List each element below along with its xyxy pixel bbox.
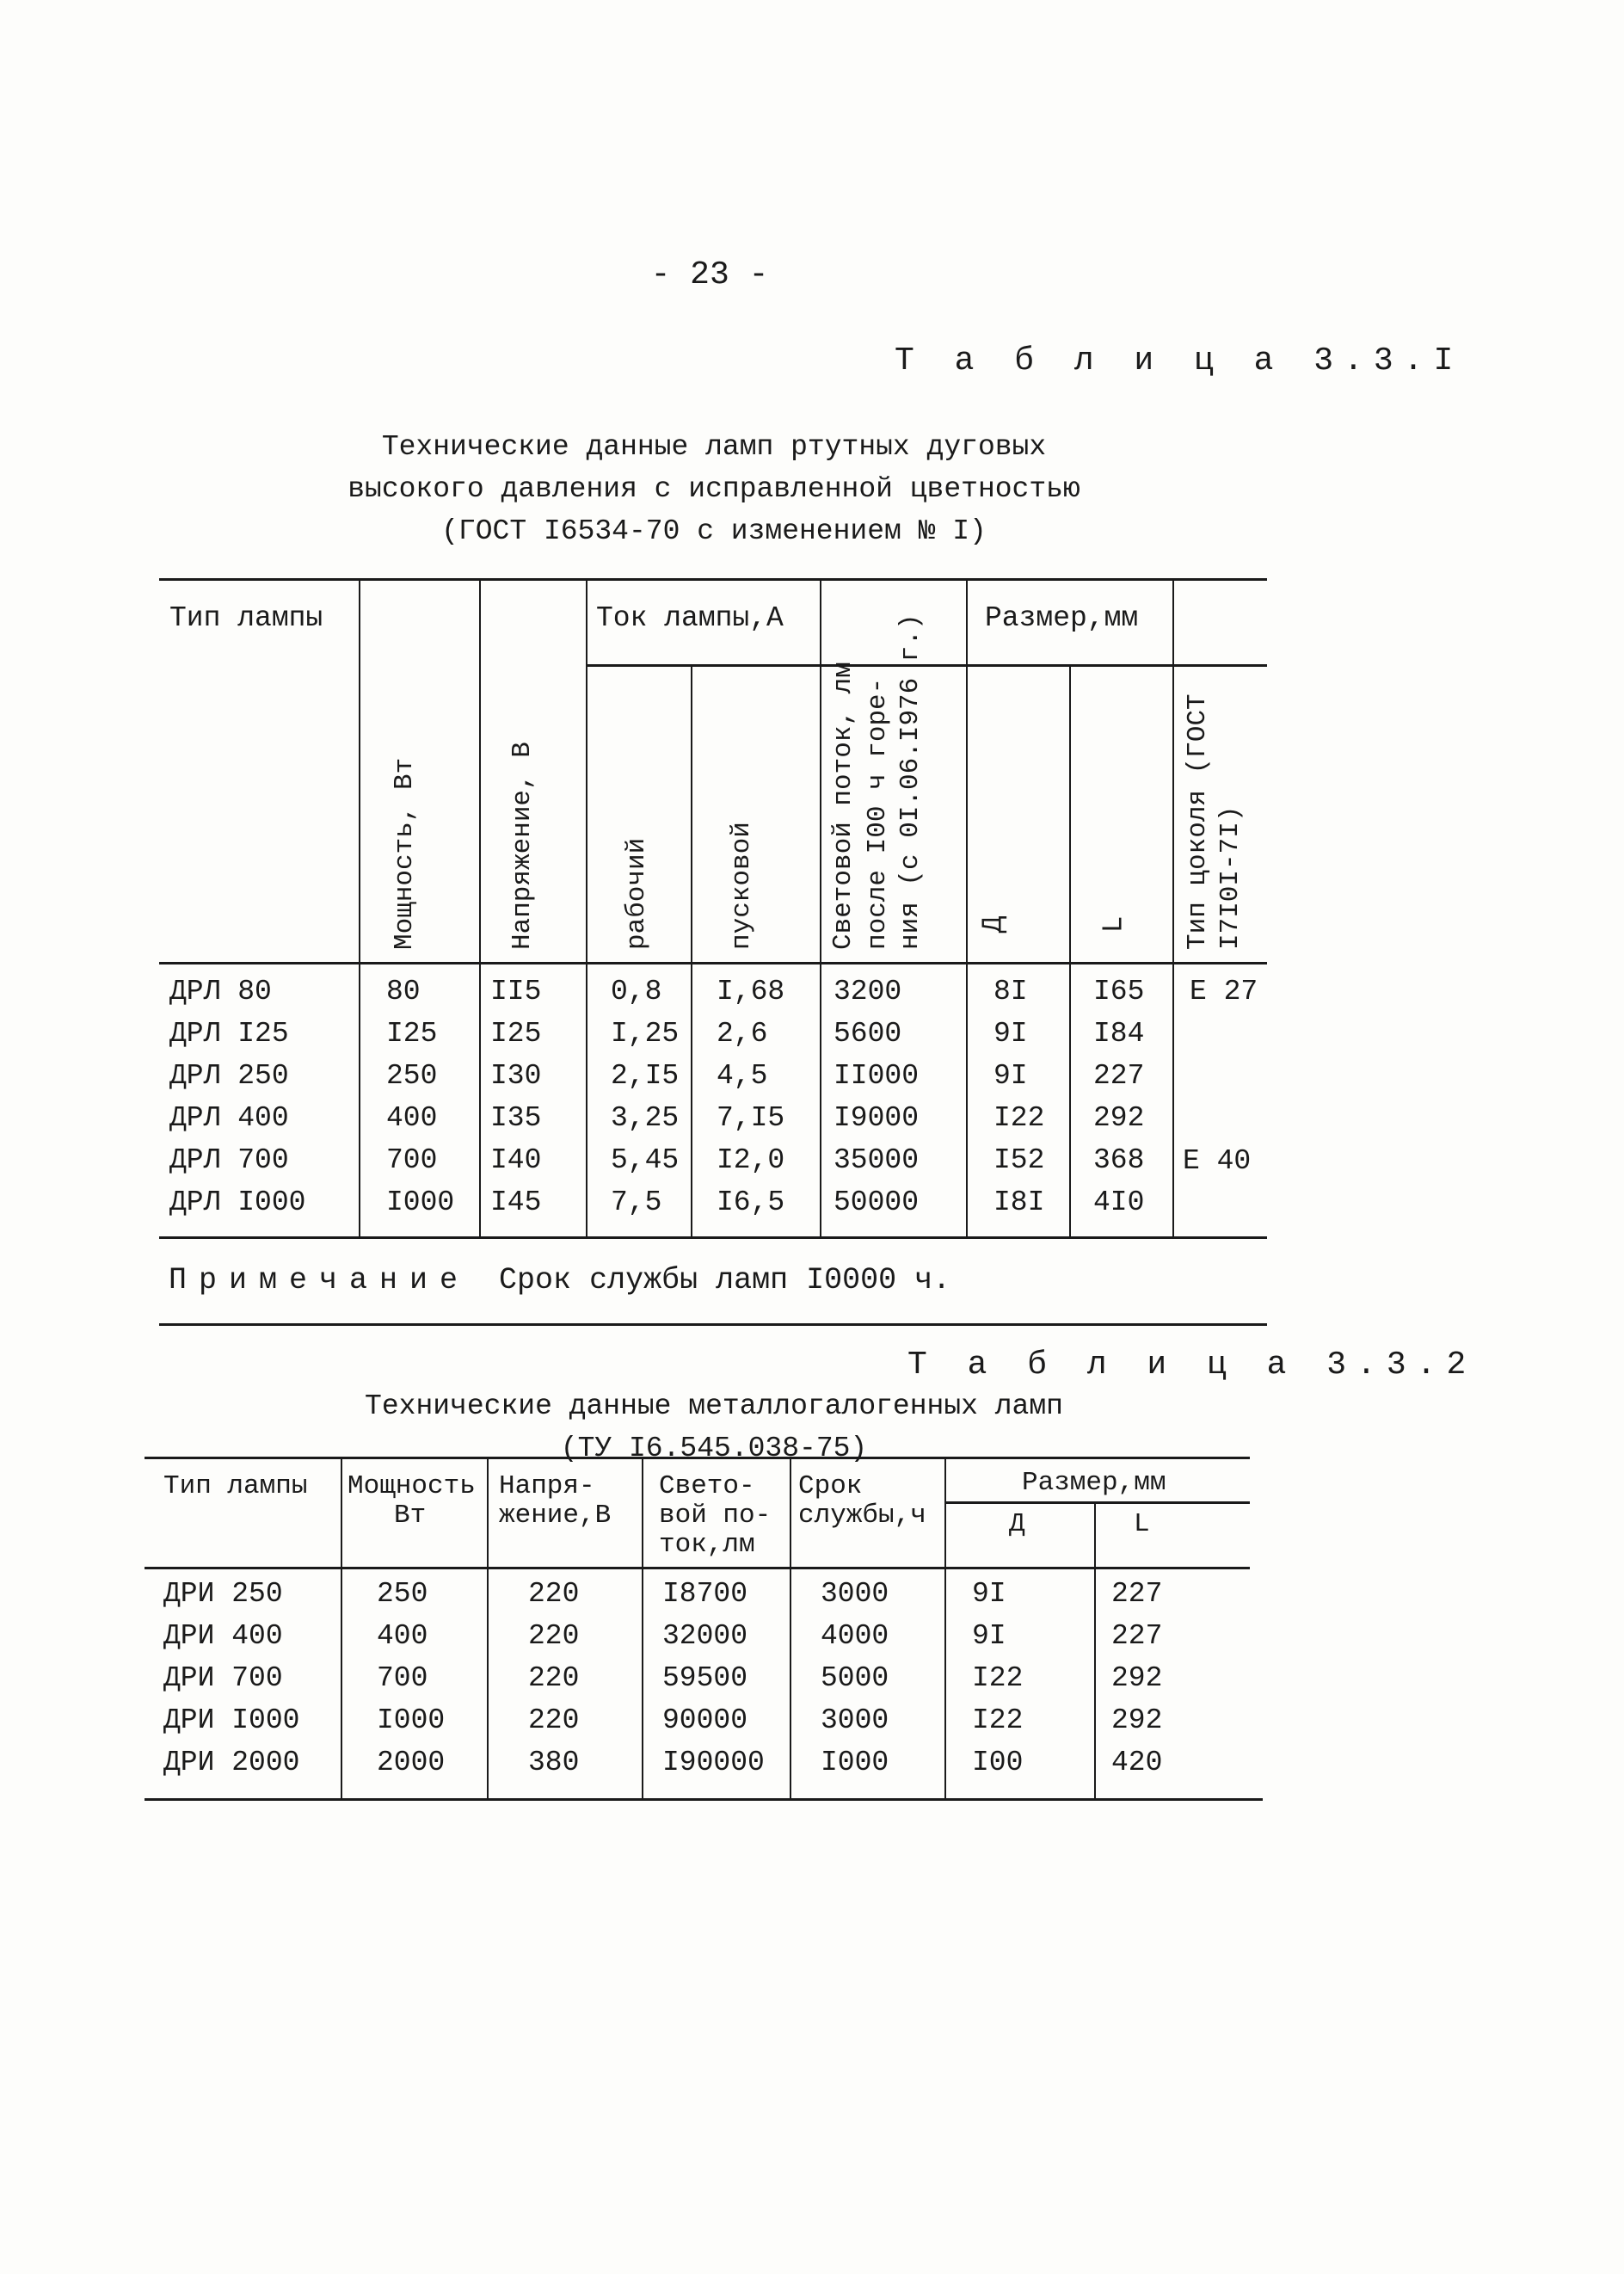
- table1-vline: [1172, 578, 1174, 1239]
- table1-cell-d: 8I: [993, 976, 1028, 1008]
- table2-cell-l: 292: [1111, 1662, 1163, 1694]
- table2-cell-flux: 32000: [662, 1620, 748, 1652]
- table2-cell-flux: I90000: [662, 1747, 765, 1778]
- table2-cell-power: 400: [377, 1620, 428, 1652]
- table1-header-type: Тип лампы: [169, 602, 323, 634]
- table1-cell-d: 9I: [993, 1060, 1028, 1092]
- table1-header-size-d: Д: [977, 915, 1010, 934]
- table1-vline: [691, 664, 692, 1239]
- table1-cell-work: 3,25: [611, 1102, 680, 1134]
- table1-cell-type: ДРЛ 80: [169, 976, 272, 1008]
- table1-header-rule: [159, 962, 1267, 964]
- note-rule: [159, 1323, 1267, 1326]
- note-label: Примечание: [169, 1263, 471, 1297]
- table2-vline: [944, 1457, 946, 1801]
- table2-header-voltage-1: Напря-: [499, 1471, 595, 1501]
- table1-cell-power: 250: [386, 1060, 438, 1092]
- table1-caption: Т а б л и ц а 3.3.I: [895, 342, 1464, 379]
- table1-cell-type: ДРЛ I25: [169, 1018, 289, 1050]
- table2-cell-l: 420: [1111, 1747, 1163, 1778]
- table1-vline: [1069, 664, 1071, 1239]
- table1-cell-flux: 50000: [834, 1186, 920, 1218]
- table1-header-size: Размер,мм: [985, 602, 1139, 634]
- table2-cell-flux: 90000: [662, 1704, 748, 1736]
- table1-header-base-2: I7I0I-7I): [1215, 805, 1246, 950]
- table2-header-size-l: L: [1134, 1509, 1150, 1539]
- table2-header-power-2: Вт: [394, 1501, 427, 1531]
- table2-cell-power: 2000: [377, 1747, 446, 1778]
- table1-cell-flux: I9000: [834, 1102, 920, 1134]
- table1-cell-l: 4I0: [1093, 1186, 1145, 1218]
- table2-cell-life: 5000: [821, 1662, 889, 1694]
- table1-cell-flux: II000: [834, 1060, 920, 1092]
- table1-header-size-l: L: [1098, 915, 1130, 934]
- table2-header-flux-3: ток,лм: [659, 1530, 755, 1560]
- table1-cell-d: I52: [993, 1144, 1045, 1176]
- table2-vline: [790, 1457, 791, 1801]
- table1-header-flux-2: после I00 ч горе-: [863, 677, 893, 950]
- table2-cell-voltage: 220: [528, 1662, 580, 1694]
- table1-vline: [820, 578, 821, 1239]
- table1-bottom-rule: [159, 1236, 1267, 1239]
- table2-vline: [487, 1457, 489, 1801]
- table1-cell-d: I8I: [993, 1186, 1045, 1218]
- table2-cell-d: I22: [972, 1704, 1024, 1736]
- table2-header-size-d: Д: [1009, 1509, 1025, 1539]
- table1-header-current-work: рабочий: [622, 837, 652, 950]
- table2-header-rule: [145, 1567, 1250, 1569]
- table1-note: [169, 1263, 950, 1297]
- table1-cell-flux: 35000: [834, 1144, 920, 1176]
- table1-title-line: Технические данные ламп ртутных дуговых: [381, 431, 1047, 463]
- table2-cell-life: 3000: [821, 1578, 889, 1610]
- table1-cell-work: 2,I5: [611, 1060, 680, 1092]
- table1-cell-l: I84: [1093, 1018, 1145, 1050]
- table2-header-flux-2: вой по-: [659, 1501, 772, 1531]
- table2-cell-life: I000: [821, 1747, 889, 1778]
- table1-cell-type: ДРЛ 700: [169, 1144, 289, 1176]
- table1-cell-voltage: I40: [490, 1144, 542, 1176]
- table1-cell-d: I22: [993, 1102, 1045, 1134]
- table1-cell-voltage: I35: [490, 1102, 542, 1134]
- table2-header-life-1: Срок: [798, 1471, 863, 1501]
- table1-header-flux-1: Световой поток, лм: [828, 662, 858, 950]
- table2-vline: [341, 1457, 342, 1801]
- table2: [145, 1457, 1250, 1801]
- table1-top-rule: [159, 578, 1267, 581]
- table1: [159, 578, 1267, 1239]
- table1-cell-start: I2,0: [717, 1144, 785, 1176]
- table2-cell-type: ДРИ 2000: [163, 1747, 300, 1778]
- table2-vline: [642, 1457, 643, 1801]
- table2-cell-d: 9I: [972, 1620, 1006, 1652]
- table1-cell-flux: 3200: [834, 976, 902, 1008]
- table2-cell-flux: 59500: [662, 1662, 748, 1694]
- table1-cell-start: I,68: [717, 976, 785, 1008]
- table1-cell-d: 9I: [993, 1018, 1028, 1050]
- table2-cell-l: 227: [1111, 1578, 1163, 1610]
- table2-cell-life: 3000: [821, 1704, 889, 1736]
- table1-base-e40: Е 40: [1183, 1145, 1252, 1177]
- table2-cell-power: 700: [377, 1662, 428, 1694]
- table1-title: [284, 426, 1144, 552]
- table1-cell-power: I25: [386, 1018, 438, 1050]
- table2-vline: [1094, 1501, 1096, 1801]
- table2-cell-type: ДРИ 250: [163, 1578, 283, 1610]
- table1-cell-work: 5,45: [611, 1144, 680, 1176]
- note-text: Срок службы ламп I0000 ч.: [499, 1263, 951, 1297]
- table1-cell-work: I,25: [611, 1018, 680, 1050]
- table1-cell-start: I6,5: [717, 1186, 785, 1218]
- table1-cell-start: 4,5: [717, 1060, 768, 1092]
- table1-cell-power: 400: [386, 1102, 438, 1134]
- table2-cell-voltage: 380: [528, 1747, 580, 1778]
- table2-cell-l: 292: [1111, 1704, 1163, 1736]
- table2-cell-d: I00: [972, 1747, 1024, 1778]
- page-number: - 23 -: [650, 256, 769, 293]
- table2-header-subrule: [944, 1501, 1250, 1504]
- table2-cell-l: 227: [1111, 1620, 1163, 1652]
- table2-header-life-2: службы,ч: [798, 1501, 926, 1531]
- table1-cell-power: 80: [386, 976, 421, 1008]
- table2-cell-type: ДРИ I000: [163, 1704, 300, 1736]
- table1-cell-voltage: I45: [490, 1186, 542, 1218]
- table1-cell-start: 7,I5: [717, 1102, 785, 1134]
- table2-header-voltage-2: жение,В: [499, 1501, 612, 1531]
- table2-cell-d: I22: [972, 1662, 1024, 1694]
- table1-cell-l: 292: [1093, 1102, 1145, 1134]
- table2-header-type: Тип лампы: [163, 1471, 308, 1501]
- table1-header-flux-3: ния (с 0I.06.I976 г.): [895, 613, 926, 950]
- table1-header-current: Ток лампы,А: [596, 602, 784, 634]
- table2-cell-power: 250: [377, 1578, 428, 1610]
- table1-cell-type: ДРЛ I000: [169, 1186, 306, 1218]
- table2-title-line: (ТУ I6.545.038-75): [560, 1433, 868, 1464]
- table2-cell-power: I000: [377, 1704, 446, 1736]
- table1-cell-power: 700: [386, 1144, 438, 1176]
- table1-header-current-start: пусковой: [727, 822, 757, 950]
- table1-cell-start: 2,6: [717, 1018, 768, 1050]
- table2-header-size: Размер,мм: [1022, 1468, 1166, 1498]
- table1-cell-voltage: II5: [490, 976, 542, 1008]
- table2-cell-voltage: 220: [528, 1578, 580, 1610]
- table1-cell-voltage: I30: [490, 1060, 542, 1092]
- table2-header-power-1: Мощность: [348, 1471, 476, 1501]
- table1-cell-l: I65: [1093, 976, 1145, 1008]
- table2-cell-d: 9I: [972, 1578, 1006, 1610]
- table1-cell-voltage: I25: [490, 1018, 542, 1050]
- table1-header-base-1: Тип цоколя (ГОСТ: [1183, 693, 1213, 950]
- table1-cell-l: 368: [1093, 1144, 1145, 1176]
- table1-title-line: высокого давления с исправленной цветностью: [348, 473, 1080, 505]
- table1-cell-type: ДРЛ 400: [169, 1102, 289, 1134]
- table2-cell-type: ДРИ 700: [163, 1662, 283, 1694]
- table1-header-subrule: [586, 664, 1267, 667]
- table2-title-line: Технические данные металлогалогенных ламп: [365, 1390, 1063, 1422]
- table1-cell-flux: 5600: [834, 1018, 902, 1050]
- table2-caption: Т а б л и ц а 3.3.2: [907, 1347, 1477, 1384]
- table2-cell-flux: I8700: [662, 1578, 748, 1610]
- table2-top-rule: [145, 1457, 1250, 1459]
- table1-header-power: Мощность, Вт: [390, 757, 420, 950]
- table1-cell-l: 227: [1093, 1060, 1145, 1092]
- table1-vline: [586, 578, 587, 1239]
- table2-cell-voltage: 220: [528, 1704, 580, 1736]
- table2-cell-voltage: 220: [528, 1620, 580, 1652]
- table2-cell-type: ДРИ 400: [163, 1620, 283, 1652]
- table1-cell-work: 0,8: [611, 976, 662, 1008]
- table2-cell-life: 4000: [821, 1620, 889, 1652]
- table1-cell-type: ДРЛ 250: [169, 1060, 289, 1092]
- table1-cell-power: I000: [386, 1186, 455, 1218]
- table2-header-flux-1: Свето-: [659, 1471, 755, 1501]
- table1-vline: [966, 578, 968, 1239]
- table1-title-line: (ГОСТ I6534-70 с изменением № I): [441, 515, 987, 547]
- table1-vline: [359, 578, 360, 1239]
- table1-base-e27: Е 27: [1190, 976, 1258, 1008]
- table1-vline: [479, 578, 481, 1239]
- table1-header-voltage: Напряжение, В: [508, 742, 538, 950]
- table1-cell-work: 7,5: [611, 1186, 662, 1218]
